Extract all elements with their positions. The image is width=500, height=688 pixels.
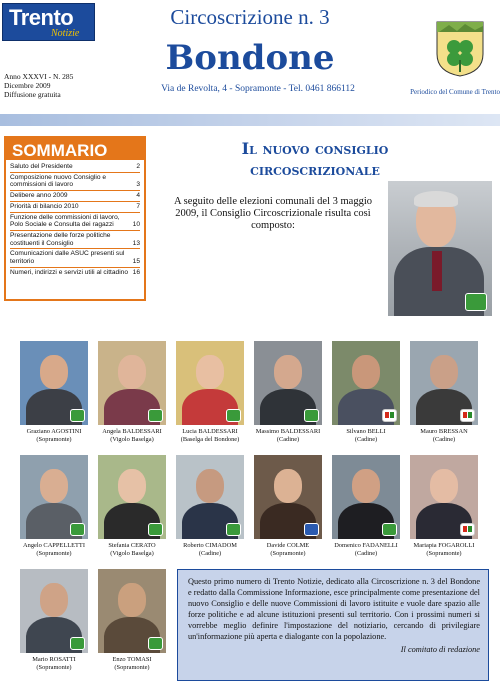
- member-photo: [20, 455, 88, 539]
- member-photo-head: [40, 355, 68, 389]
- member-card: [254, 341, 322, 444]
- photo-tie: [432, 251, 442, 291]
- member-card: [20, 569, 88, 672]
- headline-line: circoscrizionale: [250, 160, 380, 179]
- member-caption: [176, 542, 244, 558]
- member-place: (Sopramonte): [426, 550, 462, 557]
- sommario-item-label: Presentazione delle forze politiche costituenti il Consiglio: [10, 231, 111, 247]
- member-photo-head: [118, 469, 146, 503]
- editorial-note: [177, 569, 489, 681]
- party-logo-icon: [304, 409, 319, 422]
- member-caption: [98, 542, 166, 558]
- member-place: (Cadine): [354, 550, 378, 557]
- member-place: (Baselga del Bondone): [180, 436, 240, 443]
- member-photo-head: [352, 355, 380, 389]
- member-card: [98, 455, 166, 558]
- sommario-item[interactable]: [10, 202, 140, 213]
- party-logo-icon: [382, 523, 397, 536]
- member-photo-head: [40, 583, 68, 617]
- member-photo-head: [274, 355, 302, 389]
- sommario-item-label: Priorità di bilancio 2010: [10, 202, 79, 210]
- member-caption: [410, 542, 478, 558]
- member-photo: [98, 455, 166, 539]
- sommario-item-label: Numeri, indirizzi e servizi utili al cittadino: [10, 268, 128, 276]
- member-card: [410, 455, 478, 558]
- member-name: Angela BALDESSARI: [102, 428, 162, 435]
- member-place: (Cadine): [198, 550, 222, 557]
- sommario-item[interactable]: [10, 162, 140, 173]
- logo-sub-text: Notizie: [51, 28, 80, 39]
- member-name: Mauro BRESSAN: [420, 428, 468, 435]
- issue-info: [4, 72, 73, 99]
- party-logo-icon: [465, 293, 487, 311]
- member-photo-head: [430, 469, 458, 503]
- member-place: (Cadine): [354, 436, 378, 443]
- address-line: Via de Revolta, 4 - Sopramonte - Tel. 0461 866112: [161, 84, 355, 94]
- member-caption: [20, 542, 88, 558]
- member-photo: [176, 341, 244, 425]
- member-caption: [332, 428, 400, 444]
- member-photo-head: [274, 469, 302, 503]
- member-card: [176, 341, 244, 444]
- party-logo-icon: [70, 637, 85, 650]
- party-logo-icon: [70, 409, 85, 422]
- member-card: [410, 341, 478, 444]
- circoscrizione-title: Circoscrizione n. 3: [170, 5, 330, 29]
- article-headline: [190, 138, 440, 180]
- member-photo: [410, 341, 478, 425]
- member-place: (Vigolo Baselga): [110, 436, 154, 443]
- sommario-item-page: 15: [132, 258, 140, 266]
- member-name: Mario ROSATTI: [32, 656, 76, 663]
- member-place: (Sopramonte): [270, 550, 306, 557]
- logo-main-text: Trento: [9, 5, 74, 30]
- member-name: Davide COLME: [266, 542, 310, 549]
- photo-hair: [414, 191, 458, 207]
- member-caption: [332, 542, 400, 558]
- member-card: [176, 455, 244, 558]
- member-place: (Vigolo Baselga): [110, 550, 154, 557]
- member-card: [98, 569, 166, 672]
- party-logo-icon: [148, 409, 163, 422]
- member-card: [254, 455, 322, 558]
- sommario-item-page: 3: [136, 181, 140, 189]
- member-photo: [332, 341, 400, 425]
- member-photo-head: [196, 355, 224, 389]
- member-caption: [98, 428, 166, 444]
- member-name: Domenico FADANELLI: [334, 542, 398, 549]
- sommario-item-page: 13: [132, 239, 140, 247]
- member-name: Stefania CERATO: [108, 542, 156, 549]
- sommario-title: SOMMARIO: [6, 138, 144, 160]
- member-photo: [254, 455, 322, 539]
- member-photo: [98, 569, 166, 653]
- periodico-caption: Periodico del Comune di Trento: [410, 88, 500, 96]
- president-photo: [388, 181, 492, 316]
- member-photo-head: [118, 355, 146, 389]
- sommario-list: [6, 162, 144, 277]
- member-name: Silvano BELLI: [346, 428, 386, 435]
- member-photo: [98, 341, 166, 425]
- sommario-item-label: Funzione delle commissioni di lavoro, Polo Sociale e Consulta dei ragazzi: [10, 213, 120, 229]
- member-caption: [254, 428, 322, 444]
- member-photo: [20, 341, 88, 425]
- member-place: (Sopramonte): [36, 550, 72, 557]
- party-logo-icon: [460, 523, 475, 536]
- header-band: [0, 114, 500, 126]
- member-name: Massimo BALDESSARI: [255, 428, 321, 435]
- sommario-item-page: 10: [132, 221, 140, 229]
- member-place: (Sopramonte): [36, 664, 72, 671]
- member-photo: [410, 455, 478, 539]
- member-photo-head: [352, 469, 380, 503]
- party-logo-icon: [148, 523, 163, 536]
- member-card: [98, 341, 166, 444]
- party-logo-icon: [226, 523, 241, 536]
- member-card: [20, 455, 88, 558]
- sommario-item[interactable]: [10, 213, 140, 231]
- sommario-item[interactable]: [10, 268, 140, 278]
- member-card: [20, 341, 88, 444]
- member-name: Graziano AGOSTINI: [26, 428, 82, 435]
- sommario-item-page: 16: [132, 268, 140, 276]
- sommario-item-label: Composizione nuovo Consiglio e commissioni di lavoro: [10, 173, 107, 189]
- member-name: Mariapia FOGAROLLI: [413, 542, 475, 549]
- member-name: Lucia BALDESSARI: [182, 428, 238, 435]
- member-caption: [410, 428, 478, 444]
- sommario-item-label: Delibere anno 2009: [10, 192, 68, 200]
- member-name: Roberto CIMADOM: [183, 542, 237, 549]
- member-photo: [176, 455, 244, 539]
- member-caption: [98, 656, 166, 672]
- sommario-item-page: 7: [136, 202, 140, 210]
- issue-line: Anno XXXVI - N. 285: [4, 72, 74, 81]
- member-place: (Sopramonte): [114, 664, 150, 671]
- editorial-note-text: Questo primo numero di Trento Notizie, dedicato alla Circoscrizione n. 3 del Bondone e redatto dalla Commissione Informazione, esce principalmente come presentazione del nuovo Consiglio e delle nuove Commissioni di lavoro istituite e vuole dare spazio alle forze politiche e ad alcune istituzioni presenti sul territorio. Con i prossimi numeri si vorrebbe meglio definire l'impostazione del notiziario, cercando di privilegiare un'informazione più aperta e dialogante con la popolazione.: [188, 577, 480, 641]
- sommario-item[interactable]: [10, 191, 140, 202]
- member-card: [332, 455, 400, 558]
- member-place: (Sopramonte): [36, 436, 72, 443]
- sommario-item-label: Comunicazioni dalle ASUC presenti sul territorio: [10, 250, 125, 266]
- sommario-item-page: 2: [136, 163, 140, 170]
- headline-line: Il nuovo consiglio: [241, 139, 389, 158]
- member-photo: [20, 569, 88, 653]
- party-logo-icon: [70, 523, 85, 536]
- municipal-shield-icon: [435, 20, 485, 78]
- sommario-item[interactable]: [10, 249, 140, 267]
- editorial-signature: Il comitato di redazione: [400, 645, 480, 654]
- member-name: Angelo CAPPELLETTI: [23, 542, 85, 549]
- member-place: (Cadine): [276, 436, 300, 443]
- party-logo-icon: [226, 409, 241, 422]
- sommario-box: [4, 136, 146, 301]
- member-caption: [176, 428, 244, 444]
- member-photo-head: [40, 469, 68, 503]
- article-intro: A seguito delle elezioni comunali del 3 maggio 2009, il Consiglio Circoscrizionale risulta così composto:: [174, 196, 372, 231]
- party-logo-icon: [460, 409, 475, 422]
- sommario-item-page: 4: [136, 192, 140, 200]
- sommario-item[interactable]: [10, 231, 140, 249]
- member-caption: [20, 428, 88, 444]
- member-place: (Cadine): [432, 436, 456, 443]
- issue-line: Diffusione gratuita: [4, 90, 61, 99]
- party-logo-icon: [304, 523, 319, 536]
- member-photo-head: [196, 469, 224, 503]
- member-photo-head: [430, 355, 458, 389]
- bondone-title: Bondone: [165, 38, 335, 78]
- member-caption: [254, 542, 322, 558]
- sommario-item-label: Saluto del Presidente: [10, 163, 73, 170]
- member-card: [332, 341, 400, 444]
- trento-notizie-logo: [2, 3, 95, 41]
- party-logo-icon: [148, 637, 163, 650]
- member-photo-head: [118, 583, 146, 617]
- member-photo: [254, 341, 322, 425]
- member-photo: [332, 455, 400, 539]
- sommario-item[interactable]: [10, 173, 140, 191]
- member-name: Enzo TOMASI: [112, 656, 152, 663]
- member-caption: [20, 656, 88, 672]
- party-logo-icon: [382, 409, 397, 422]
- issue-line: Dicembre 2009: [4, 81, 51, 90]
